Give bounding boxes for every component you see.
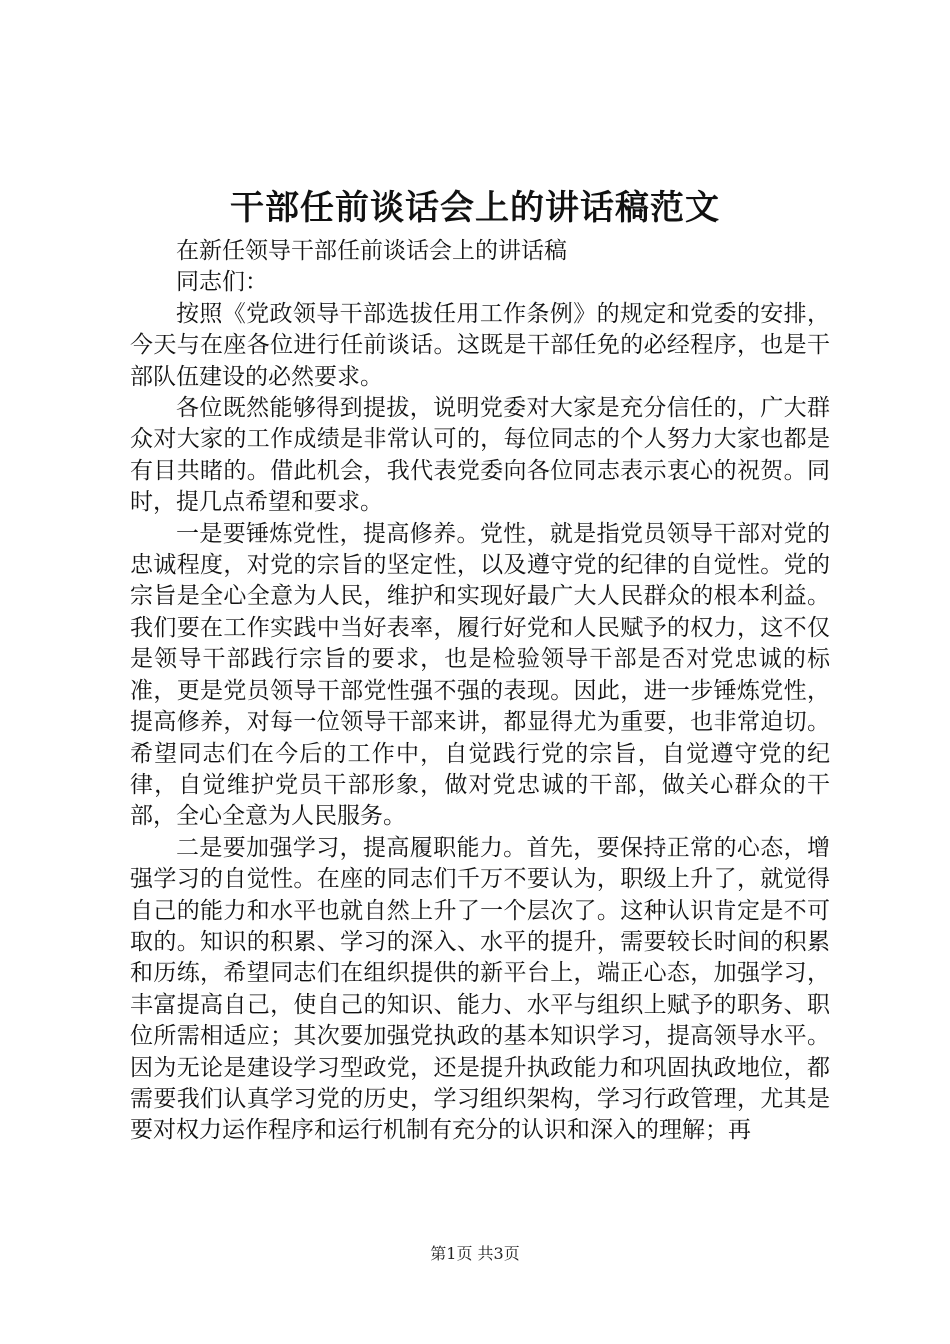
body-paragraph: 按照《党政领导干部选拔任用工作条例》的规定和党委的安排，今天与在座各位进行任前谈话。这既是干部任免的必经程序，也是干部队伍建设的必然要求。 (130, 300, 830, 390)
subtitle-paragraph: 在新任领导干部任前谈话会上的讲话稿 (176, 238, 567, 264)
body-paragraph: 二是要加强学习，提高履职能力。首先，要保持正常的心态，增强学习的自觉性。在座的同志们千万不要认为，职级上升了，就觉得自己的能力和水平也就自然上升了一个层次了。这种认识肯定是不可取的。知识的积累、学习的深入、水平的提升，需要较长时间的积累和历练，希望同志们在组织提供的新平台上，端正心态，加强学习，丰富提高自己，使自己的知识、能力、水平与组织上赋予的职务、职位所需相适应；其次要加强党执政的基本知识学习，提高领导水平。因为无论是建设学习型政党，还是提升执政能力和巩固执政地位，都需要我们认真学习党的历史，学习组织架构，学习行政管理，尤其是要对权力运作程序和运行机制有充分的认识和深入的理解；再 (130, 834, 830, 1144)
body-paragraph: 一是要锤炼党性，提高修养。党性，就是指党员领导干部对党的忠诚程度，对党的宗旨的坚定性，以及遵守党的纪律的自觉性。党的宗旨是全心全意为人民，维护和实现好最广大人民群众的根本利益。我们要在工作实践中当好表率，履行好党和人民赋予的权力，这不仅是领导干部践行宗旨的要求，也是检验领导干部是否对党忠诚的标准，更是党员领导干部党性强不强的表现。因此，进一步锤炼党性，提高修养，对每一位领导干部来讲，都显得尤为重要，也非常迫切。希望同志们在今后的工作中，自觉践行党的宗旨，自觉遵守党的纪律，自觉维护党员干部形象，做对党忠诚的干部，做关心群众的干部，全心全意为人民服务。 (130, 520, 830, 830)
salutation-paragraph: 同志们： (176, 269, 268, 296)
page-number-footer: 第1页 共3页 (430, 1244, 520, 1263)
body-paragraph: 各位既然能够得到提拔，说明党委对大家是充分信任的，广大群众对大家的工作成绩是非常认可的，每位同志的个人努力大家也都是有目共睹的。借此机会，我代表党委向各位同志表示衷心的祝贺。同时，提几点希望和要求。 (130, 395, 830, 516)
document-title: 干部任前谈话会上的讲话稿范文 (230, 188, 720, 228)
document-body (130, 236, 830, 1147)
